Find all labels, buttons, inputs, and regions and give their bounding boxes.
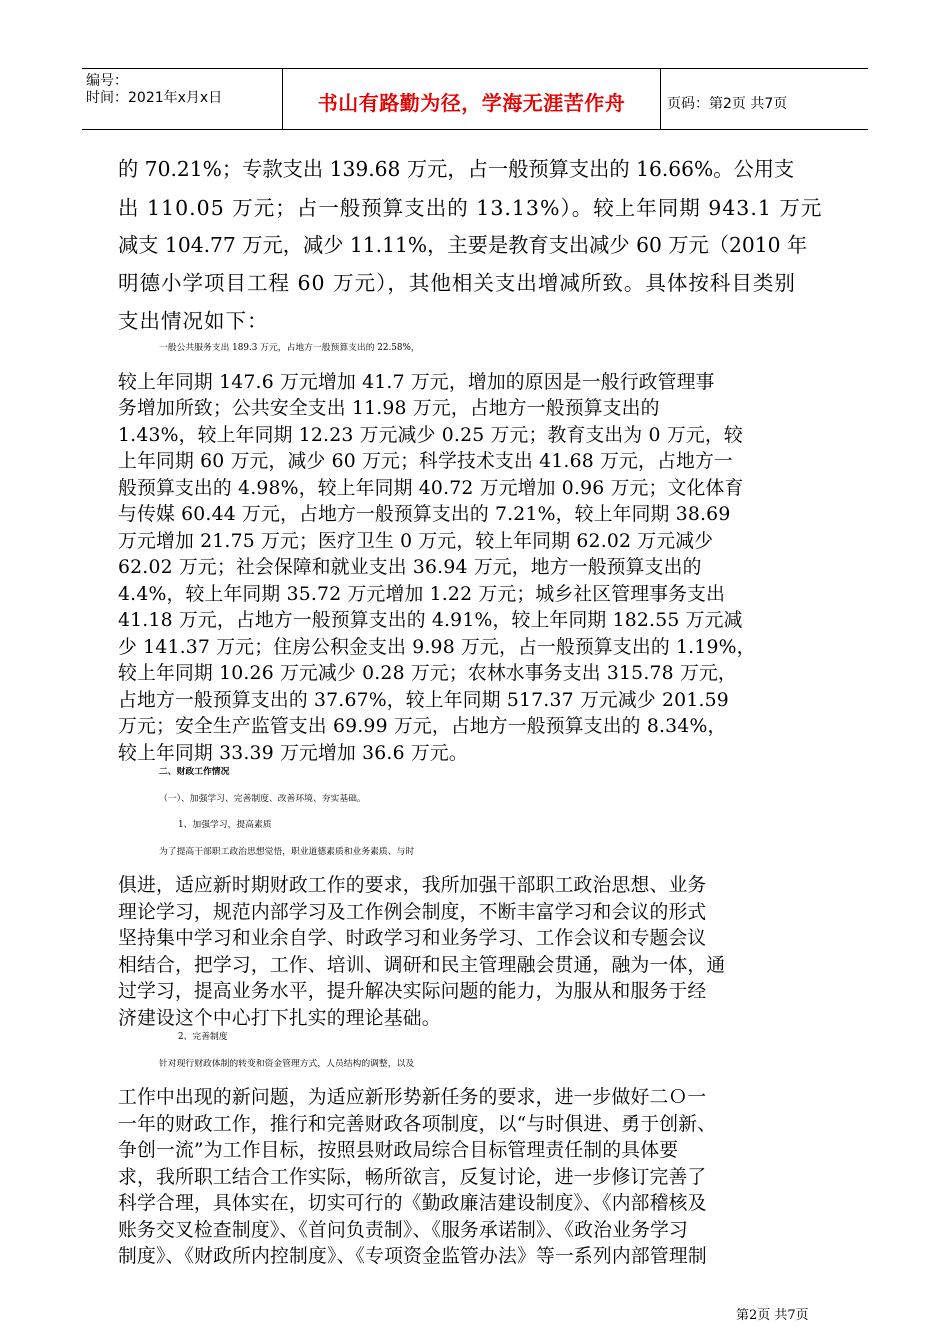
body-line: 一年的财政工作，推行和完善财政各项制度，以“与时俱进、勇于创新、 <box>118 1114 717 1135</box>
body-line: 的 70.21%；专款支出 139.68 万元，占一般预算支出的 16.66%。公用支 <box>118 157 795 181</box>
body-line: 理论学习，规范内部学习及工作例会制度，不断丰富学习和会议的形式 <box>118 902 707 923</box>
body-line: 济建设这个中心打下扎实的理论基础。 <box>118 1008 441 1029</box>
body-line: 俱进，适应新时期财政工作的要求，我所加强干部职工政治思想、业务 <box>118 875 707 896</box>
header-meta <box>82 69 283 129</box>
body-line: 明德小学项目工程 60 万元），其他相关支出增减所致。具体按科目类别 <box>118 271 796 295</box>
body-line: 工作中出现的新问题，为适应新形势新任务的要求，进一步做好二Ｏ一 <box>118 1087 707 1108</box>
body-line: 1.43%，较上年同期 12.23 万元减少 0.25 万元；教育支出为 0 万元，较 <box>118 425 743 446</box>
body-line: 较上年同期 147.6 万元增加 41.7 万元，增加的原因是一般行政管理事 <box>118 372 715 393</box>
body-line: 较上年同期 10.26 万元减少 0.28 万元；农林水事务支出 315.78 万元， <box>118 663 737 684</box>
body-line: 务增加所致；公共安全支出 11.98 万元，占地方一般预算支出的 <box>118 398 660 419</box>
subsection-heading: （一）、加强学习、完善制度、改善环境、夯实基础。 <box>159 794 366 804</box>
body-line: 万元；安全生产监管支出 69.99 万元，占地方一般预算支出的 8.34%， <box>118 716 727 737</box>
body-line: 相结合，把学习，工作、培训、调研和民主管理融会贯通，融为一体，通 <box>118 955 726 976</box>
item-heading: 1、加强学习，提高素质 <box>178 820 272 830</box>
body-line: 账务交叉检查制度》、《首问负责制》、《服务承诺制》、《政治业务学习 <box>118 1220 689 1241</box>
body-line: 41.18 万元，占地方一般预算支出的 4.91%，较上年同期 182.55 万元减 <box>118 610 743 631</box>
body-line: 减支 104.77 万元，减少 11.11%，主要是教育支出减少 60 万元（2010 年 <box>118 233 808 257</box>
body-line: 针对现行财政体制的转变和资金管理方式，人员结构的调整，以及 <box>159 1059 415 1069</box>
body-line: 求，我所职工结合工作实际，畅所欲言，反复讨论，进一步修订完善了 <box>118 1167 707 1188</box>
page-header <box>82 68 868 130</box>
page-footer: 第2页 共7页 <box>736 1308 809 1323</box>
item-heading: 2、完善制度 <box>178 1032 228 1042</box>
body-line: 与传媒 60.44 万元，占地方一般预算支出的 7.21%，较上年同期 38.69 <box>118 504 731 525</box>
body-line: 出 110.05 万元；占一般预算支出的 13.13%）。较上年同期 943.1 万元 <box>118 196 823 220</box>
body-line: 制度》、《财政所内控制度》、《专项资金监管办法》等一系列内部管理制 <box>118 1246 707 1267</box>
body-line: 较上年同期 33.39 万元增加 36.6 万元。 <box>118 743 468 764</box>
document-number-label: 编号： <box>86 73 128 89</box>
body-line: 一般公共服务支出 189.3 万元，占地方一般预算支出的 22.58%， <box>159 343 420 353</box>
body-line: 坚持集中学习和业余自学、时政学习和业务学习、工作会议和专题会议 <box>118 928 707 949</box>
body-line: 4.4%，较上年同期 35.72 万元增加 1.22 万元；城乡社区管理事务支出 <box>118 584 726 605</box>
body-line: 支出情况如下： <box>118 309 269 333</box>
body-line: 62.02 万元；社会保障和就业支出 36.94 万元，地方一般预算支出的 <box>118 557 702 578</box>
body-line: 争创一流”为工作目标，按照县财政局综合目标管理责任制的具体要 <box>118 1140 679 1161</box>
body-line: 少 141.37 万元；住房公积金支出 9.98 万元，占一般预算支出的 1.19%， <box>118 637 756 658</box>
body-line: 科学合理，具体实在，切实可行的《勤政廉洁建设制度》、《内部稽核及 <box>118 1193 707 1214</box>
body-line: 般预算支出的 4.98%，较上年同期 40.72 万元增加 0.96 万元；文化体育 <box>118 478 744 499</box>
section-heading: 二、财政工作情况 <box>159 767 230 777</box>
body-line: 上年同期 60 万元，减少 60 万元；科学技术支出 41.68 万元，占地方一 <box>118 451 733 472</box>
document-date-label: 时间：2021年x月x日 <box>86 90 223 106</box>
body-line: 为了提高干部职工政治思想觉悟，职业道德素质和业务素质、与时 <box>159 847 415 857</box>
header-motto-cell <box>283 69 661 129</box>
header-motto: 书山有路勤为径，学海无涯苦作舟 <box>317 90 626 115</box>
header-page-number: 页码：第2页 共7页 <box>667 96 788 112</box>
body-line: 占地方一般预算支出的 37.67%，较上年同期 517.37 万元减少 201.59 <box>118 690 729 711</box>
body-line: 过学习，提高业务水平，提升解决实际问题的能力，为服从和服务于经 <box>118 981 707 1002</box>
body-line: 万元增加 21.75 万元；医疗卫生 0 万元，较上年同期 62.02 万元减少 <box>118 531 714 552</box>
